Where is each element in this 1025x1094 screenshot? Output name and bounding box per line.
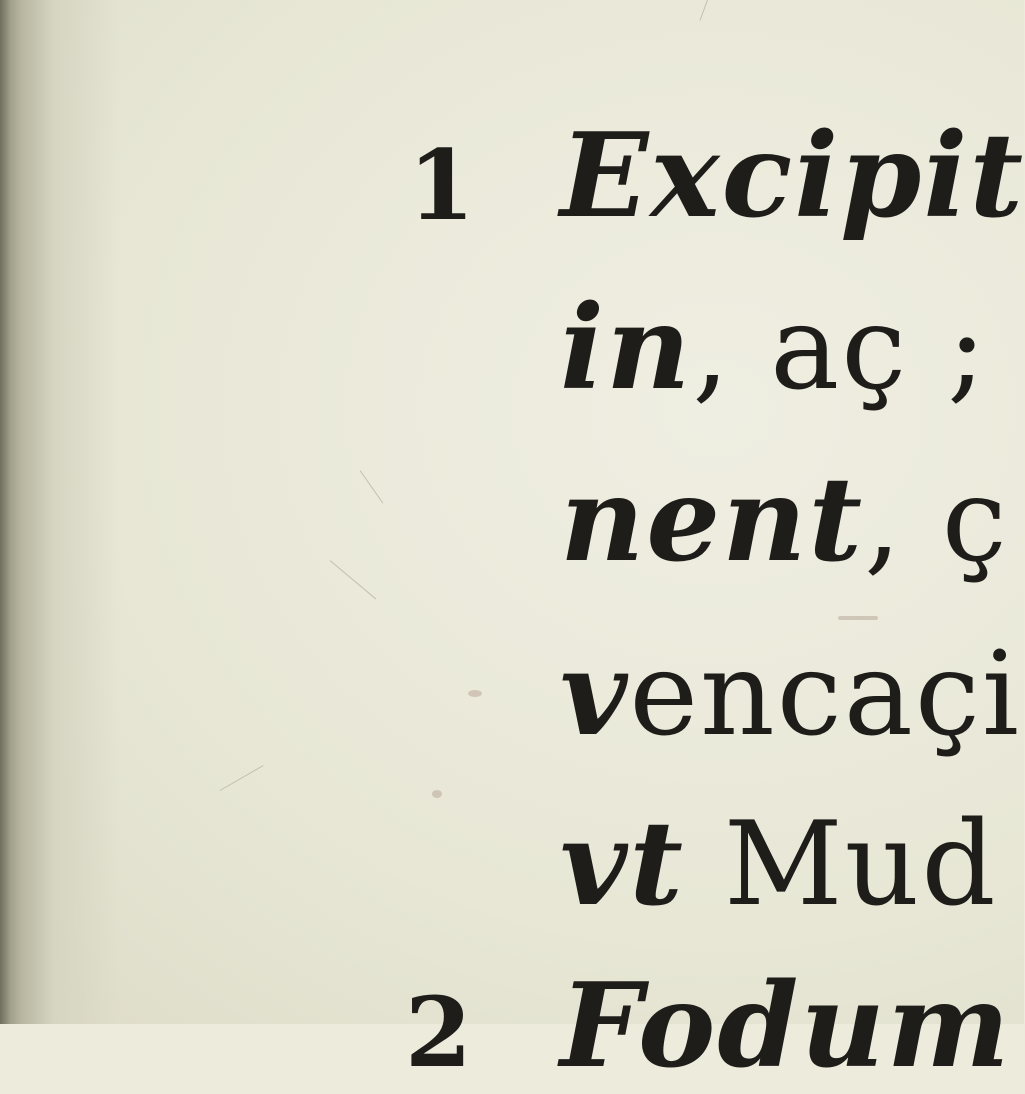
paper-fiber bbox=[220, 765, 264, 791]
italic-word: v bbox=[560, 626, 630, 762]
text-line bbox=[560, 280, 989, 416]
text-line bbox=[560, 108, 1025, 244]
text-line bbox=[560, 796, 998, 932]
text-line bbox=[560, 452, 1009, 588]
italic-word: Fodum bbox=[560, 958, 1012, 1094]
paper-fiber bbox=[360, 470, 384, 503]
roman-word: encaçi bbox=[629, 627, 1021, 762]
roman-word: , ç bbox=[864, 453, 1009, 588]
paper-fiber bbox=[330, 560, 377, 599]
paper-speck bbox=[468, 690, 482, 697]
line-number: 1 bbox=[408, 129, 475, 242]
roman-word: , aç ; bbox=[692, 281, 989, 416]
paper-speck bbox=[838, 616, 878, 620]
paper-fiber bbox=[700, 0, 732, 21]
paper-speck bbox=[432, 790, 442, 798]
italic-word: vt bbox=[560, 796, 685, 932]
line-number: 2 bbox=[405, 976, 472, 1089]
roman-word: Mud bbox=[684, 797, 998, 932]
italic-word: Excipit bbox=[560, 108, 1025, 244]
text-line bbox=[560, 958, 1012, 1094]
text-line bbox=[560, 626, 1021, 762]
page-edge bbox=[0, 0, 10, 1024]
italic-word: nent bbox=[560, 452, 865, 588]
italic-word: in bbox=[560, 280, 693, 416]
gutter-shadow bbox=[0, 0, 120, 1024]
